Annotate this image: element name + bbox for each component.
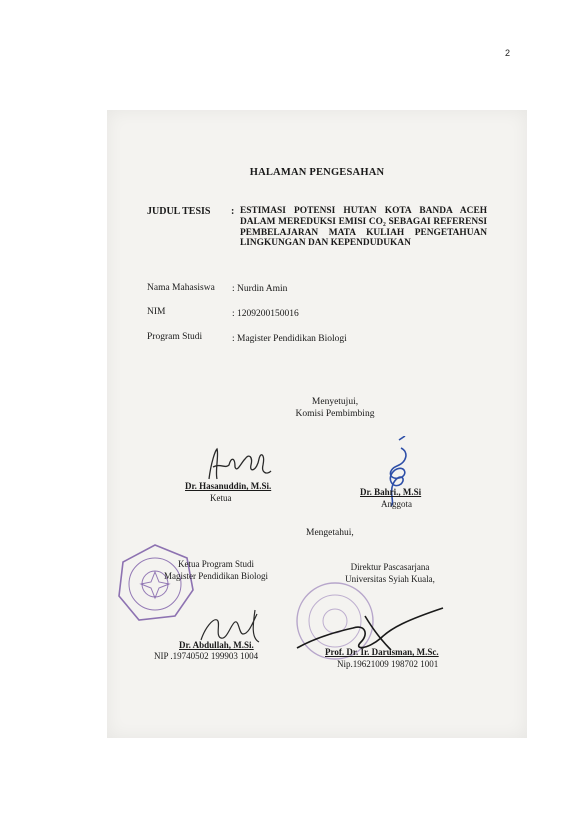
university-stamp-left [115, 542, 195, 624]
student-name-label: Nama Mahasiswa [147, 283, 215, 293]
supervisor-2-name: Dr. Bahri., M.Si [360, 487, 422, 497]
supervisor-1-role: Ketua [210, 493, 232, 503]
head-2-title-line-1: Direktur Pascasarjana [350, 562, 430, 572]
approval-line-1: Menyetujui, [311, 397, 359, 407]
head-2-title-line-2: Universitas Syiah Kuala, [345, 574, 435, 584]
page-number: 2 [504, 48, 510, 58]
head-1-title-line-1: Ketua Program Studi [178, 559, 254, 569]
head-1-name: Dr. Abdullah, M.Si. [179, 640, 254, 650]
supervisor-2-signature [379, 436, 415, 508]
head-2-id: Nip.19621009 198702 1001 [337, 659, 439, 669]
study-program-label: Program Studi [147, 332, 203, 342]
thesis-label: JUDUL TESIS [147, 206, 211, 217]
student-name-value: : Nurdin Amin [232, 284, 288, 294]
approval-heading [125, 396, 545, 420]
supervisor-2-role: Anggota [381, 499, 412, 509]
acknowledged-heading: Mengetahui, [306, 528, 354, 538]
student-id-label: NIM [147, 307, 166, 317]
scanned-document [107, 110, 527, 738]
supervisor-1-signature [205, 445, 275, 485]
supervisor-1-name: Dr. Hasanuddin, M.Si. [185, 481, 272, 491]
student-id-value: : 1209200150016 [232, 309, 299, 319]
head-1-id: NIP .19740502 199903 1004 [154, 651, 259, 661]
study-program-value: : Magister Pendidikan Biologi [232, 334, 347, 344]
head-1-title-line-2: Magister Pendidikan Biologi [164, 571, 268, 581]
approval-line-2: Komisi Pembimbing [295, 409, 375, 419]
page-title: HALAMAN PENGESAHAN [249, 167, 385, 178]
thesis-colon: : [231, 206, 235, 217]
head-2-name: Prof. Dr. Ir. Darusman, M.Sc. [325, 647, 439, 657]
thesis-title: ESTIMASI POTENSI HUTAN KOTA BANDA ACEH DALAM MEREDUKSI EMISI CO₂ SEBAGAI REFERENSI PEMBELAJARAN MATA KULIAH PENGETAHUAN LINGKUNGAN DAN KEPENDUDUKAN [240, 206, 487, 249]
